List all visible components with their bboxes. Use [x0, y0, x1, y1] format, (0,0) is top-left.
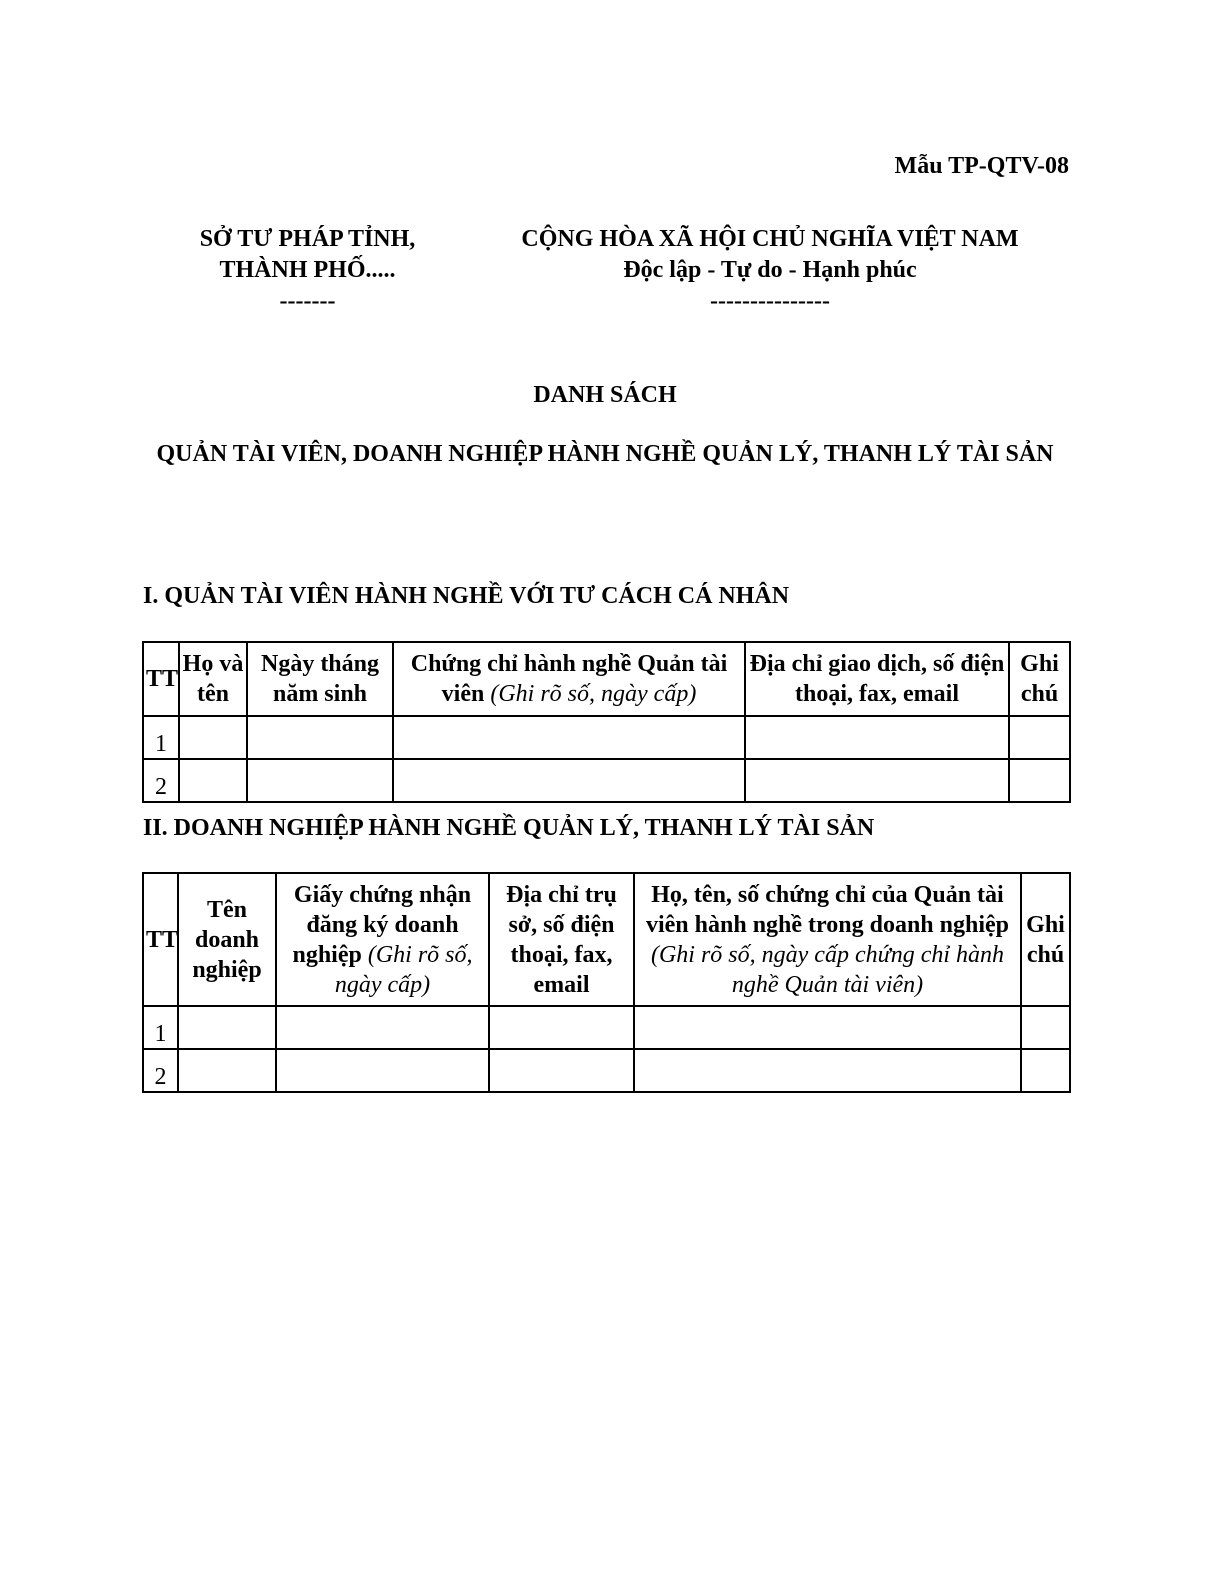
agency-line-2: THÀNH PHỐ.....	[219, 257, 396, 283]
registration-cell	[276, 1006, 489, 1049]
name-cell	[179, 716, 247, 759]
row-number: 2	[143, 759, 179, 802]
managers-label: Họ, tên, số chứng chỉ của Quản tài viên hành nghề trong doanh nghiệp	[645, 881, 1010, 938]
row-number: 2	[143, 1049, 178, 1092]
agency-line-1: SỞ TƯ PHÁP TỈNH,	[199, 226, 416, 252]
col-header-dob: Ngày tháng năm sinh	[247, 642, 393, 716]
col-header-contact: Địa chỉ giao dịch, số điện thoại, fax, email	[745, 642, 1009, 716]
national-name: CỘNG HÒA XÃ HỘI CHỦ NGHĨA VIỆT NAM	[521, 226, 1019, 252]
certificate-label: Chứng chỉ hành nghề Quản tài viên	[410, 651, 728, 707]
table-row	[143, 1006, 1070, 1049]
address-cell	[489, 1049, 634, 1092]
certificate-note: (Ghi rõ số, ngày cấp)	[490, 681, 697, 707]
table-header-row	[143, 873, 1070, 1006]
national-motto: Độc lập - Tự do - Hạnh phúc	[623, 257, 917, 283]
document-title: DANH SÁCH	[533, 382, 677, 408]
contact-cell	[745, 716, 1009, 759]
certificate-cell	[393, 716, 745, 759]
table-row	[143, 759, 1070, 802]
document-subtitle: QUẢN TÀI VIÊN, DOANH NGHIỆP HÀNH NGHỀ QUẢN LÝ, THANH LÝ TÀI SẢN	[156, 441, 1054, 467]
col-header-address: Địa chỉ trụ sở, số điện thoại, fax, email	[489, 873, 634, 1006]
managers-note: (Ghi rõ số, ngày cấp chứng chỉ hành nghề Quản tài viên)	[650, 941, 1005, 998]
enterprises-table	[142, 872, 1071, 1093]
dob-cell	[247, 716, 393, 759]
certificate-cell	[393, 759, 745, 802]
registration-label: Giấy chứng nhận đăng ký doanh nghiệp	[292, 881, 472, 968]
note-cell	[1021, 1006, 1070, 1049]
managers-cell	[634, 1006, 1021, 1049]
col-header-tt: TT	[143, 642, 179, 716]
contact-cell	[745, 759, 1009, 802]
row-number: 1	[143, 716, 179, 759]
registration-cell	[276, 1049, 489, 1092]
col-header-note: Ghi chú	[1009, 642, 1070, 716]
table-header-row	[143, 642, 1070, 716]
name-cell	[179, 759, 247, 802]
col-header-managers	[634, 873, 1021, 1006]
table-row	[143, 716, 1070, 759]
national-separator: ---------------	[710, 288, 830, 314]
issuing-agency-header	[160, 224, 455, 317]
col-header-company-name: Tên doanh nghiệp	[178, 873, 276, 1006]
table-row	[143, 1049, 1070, 1092]
form-code: Mẫu TP-QTV-08	[894, 153, 1069, 179]
section-1-title: I. QUẢN TÀI VIÊN HÀNH NGHỀ VỚI TƯ CÁCH CÁ NHÂN	[143, 583, 790, 609]
agency-separator: -------	[279, 288, 336, 314]
section-2-title: II. DOANH NGHIỆP HÀNH NGHỀ QUẢN LÝ, THANH LÝ TÀI SẢN	[143, 815, 875, 841]
note-cell	[1009, 716, 1070, 759]
note-cell	[1021, 1049, 1070, 1092]
col-header-registration	[276, 873, 489, 1006]
company-cell	[178, 1006, 276, 1049]
registration-note: (Ghi rõ số, ngày cấp)	[334, 941, 473, 998]
address-cell	[489, 1006, 634, 1049]
individual-administrators-table	[142, 641, 1071, 803]
col-header-certificate	[393, 642, 745, 716]
company-cell	[178, 1049, 276, 1092]
dob-cell	[247, 759, 393, 802]
managers-cell	[634, 1049, 1021, 1092]
col-header-name: Họ và tên	[179, 642, 247, 716]
national-header	[470, 224, 1070, 317]
col-header-note: Ghi chú	[1021, 873, 1070, 1006]
row-number: 1	[143, 1006, 178, 1049]
note-cell	[1009, 759, 1070, 802]
col-header-tt: TT	[143, 873, 178, 1006]
